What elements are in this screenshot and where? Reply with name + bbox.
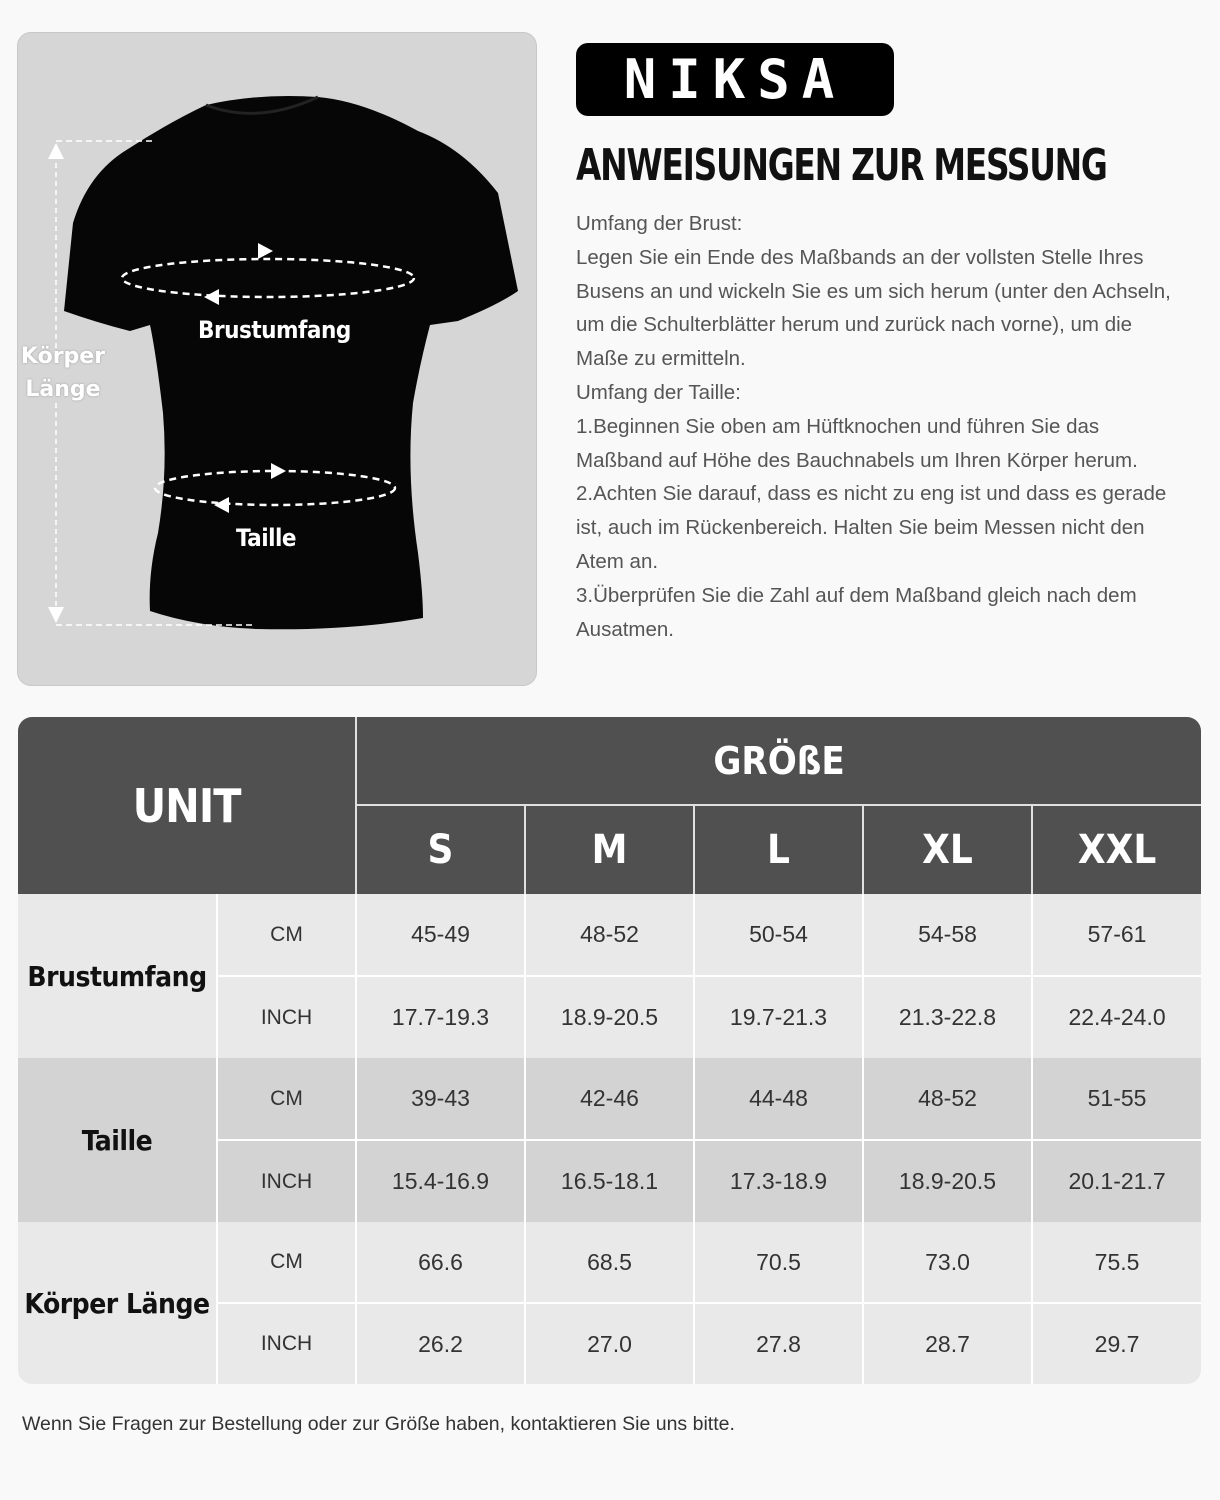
table-cell: 21.3-22.8 xyxy=(863,976,1032,1058)
product-image-panel xyxy=(17,32,537,686)
instruction-line: 2.Achten Sie darauf, dass es nicht zu eng ist und dass es gerade ist, auch im Rückenbereich. Halten Sie beim Messen nicht den Atem an. xyxy=(576,482,1167,573)
contact-note: Wenn Sie Fragen zur Bestellung oder zur Größe haben, kontaktieren Sie uns bitte. xyxy=(22,1413,735,1435)
table-cell: 15.4-16.9 xyxy=(356,1140,525,1222)
table-row xyxy=(18,1222,1201,1303)
instruction-line: 1.Beginnen Sie oben am Hüftknochen und führen Sie das Maßband auf Höhe des Bauchnabels um Ihren Körper herum. xyxy=(576,414,1138,472)
table-cell: 26.2 xyxy=(356,1303,525,1384)
waist-label: Taille xyxy=(236,524,297,552)
brand-logo xyxy=(576,43,894,116)
table-cell: 18.9-20.5 xyxy=(863,1140,1032,1222)
table-cell: 51-55 xyxy=(1032,1058,1201,1140)
table-row xyxy=(18,1058,1201,1140)
table-cell: 17.3-18.9 xyxy=(694,1140,863,1222)
table-cell: 48-52 xyxy=(525,894,694,976)
unit-cell: INCH xyxy=(217,1303,356,1384)
row-name: Taille xyxy=(18,1058,217,1222)
measurement-instructions xyxy=(576,207,1186,646)
brand-logo-text: NIKSA xyxy=(623,48,847,111)
size-chart-table xyxy=(18,717,1201,1384)
table-cell: 54-58 xyxy=(863,894,1032,976)
table-cell: 57-61 xyxy=(1032,894,1201,976)
size-column-header: L xyxy=(694,805,863,894)
length-label: Körper Länge xyxy=(20,344,106,402)
table-cell: 22.4-24.0 xyxy=(1032,976,1201,1058)
table-cell: 39-43 xyxy=(356,1058,525,1140)
instruction-line: 3.Überprüfen Sie die Zahl auf dem Maßband gleich nach dem Ausatmen. xyxy=(576,583,1137,641)
table-cell: 45-49 xyxy=(356,894,525,976)
unit-cell: CM xyxy=(217,1058,356,1140)
table-cell: 28.7 xyxy=(863,1303,1032,1384)
unit-cell: INCH xyxy=(217,976,356,1058)
instruction-line: Legen Sie ein Ende des Maßbands an der vollsten Stelle Ihres Busens an und wickeln Sie es um sich herum (unter den Achseln, um die Schulterblätter herum und zurück nach vorne), um die Maße zu ermitteln. xyxy=(576,245,1171,371)
table-cell: 20.1-21.7 xyxy=(1032,1140,1201,1222)
instruction-line: Umfang der Taille: xyxy=(576,380,741,404)
chest-label: Brustumfang xyxy=(198,316,351,344)
table-cell: 50-54 xyxy=(694,894,863,976)
table-cell: 16.5-18.1 xyxy=(525,1140,694,1222)
table-cell: 66.6 xyxy=(356,1222,525,1303)
table-cell: 68.5 xyxy=(525,1222,694,1303)
unit-cell: CM xyxy=(217,894,356,976)
table-cell: 27.8 xyxy=(694,1303,863,1384)
row-name: Körper Länge xyxy=(18,1222,217,1384)
table-cell: 48-52 xyxy=(863,1058,1032,1140)
row-name: Brustumfang xyxy=(18,894,217,1058)
table-cell: 27.0 xyxy=(525,1303,694,1384)
size-column-header: XL xyxy=(863,805,1032,894)
table-cell: 18.9-20.5 xyxy=(525,976,694,1058)
size-column-header: XXL xyxy=(1032,805,1201,894)
size-header: GRÖßE xyxy=(356,717,1201,805)
unit-cell: CM xyxy=(217,1222,356,1303)
table-cell: 19.7-21.3 xyxy=(694,976,863,1058)
table-cell: 17.7-19.3 xyxy=(356,976,525,1058)
page-title: ANWEISUNGEN ZUR MESSUNG xyxy=(576,140,1107,191)
table-cell: 29.7 xyxy=(1032,1303,1201,1384)
unit-header: UNIT xyxy=(18,717,356,894)
table-cell: 70.5 xyxy=(694,1222,863,1303)
unit-cell: INCH xyxy=(217,1140,356,1222)
size-column-header: M xyxy=(525,805,694,894)
instruction-line: Umfang der Brust: xyxy=(576,212,743,235)
size-column-header: S xyxy=(356,805,525,894)
table-cell: 73.0 xyxy=(863,1222,1032,1303)
table-cell: 44-48 xyxy=(694,1058,863,1140)
table-cell: 42-46 xyxy=(525,1058,694,1140)
table-cell: 75.5 xyxy=(1032,1222,1201,1303)
table-row xyxy=(18,894,1201,976)
